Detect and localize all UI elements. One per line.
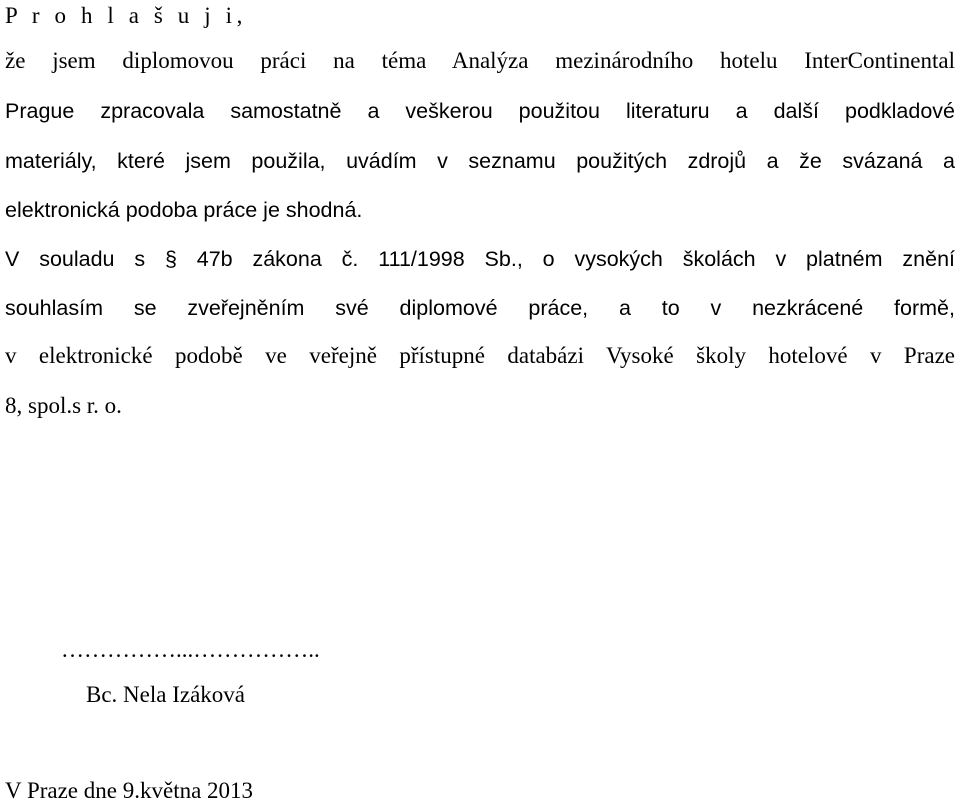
paragraph1-line3: materiály, které jsem použila, uvádím v seznamu použitých zdrojů a že svázaná a	[5, 149, 955, 173]
signatory-name: Bc. Nela Izáková	[86, 682, 246, 707]
paragraph1-line1: že jsem diplomovou práci na téma Analýza mezinárodního hotelu InterContinental	[5, 48, 955, 73]
paragraph2-line1: V souladu s § 47b zákona č. 111/1998 Sb., o vysokých školách v platném znění	[5, 247, 955, 271]
place-and-date: V Praze dne 9.května 2013	[5, 778, 254, 803]
paragraph1-line4: elektronická podoba práce je shodná.	[5, 198, 363, 222]
paragraph2-line4: 8, spol.s r. o.	[5, 393, 122, 418]
paragraph2-line3: v elektronické podobě ve veřejně přístupné databázi Vysoké školy hotelové v Praze	[5, 343, 955, 368]
paragraph1-line2: Prague zpracovala samostatně a veškerou použitou literaturu a další podkladové	[5, 99, 955, 123]
signature-line: ……………...……………..	[61, 637, 320, 662]
paragraph2-line2: souhlasím se zveřejněním své diplomové práce, a to v nezkrácené formě,	[5, 296, 955, 320]
declaration-heading: P r o h l a š u j i,	[5, 3, 247, 28]
